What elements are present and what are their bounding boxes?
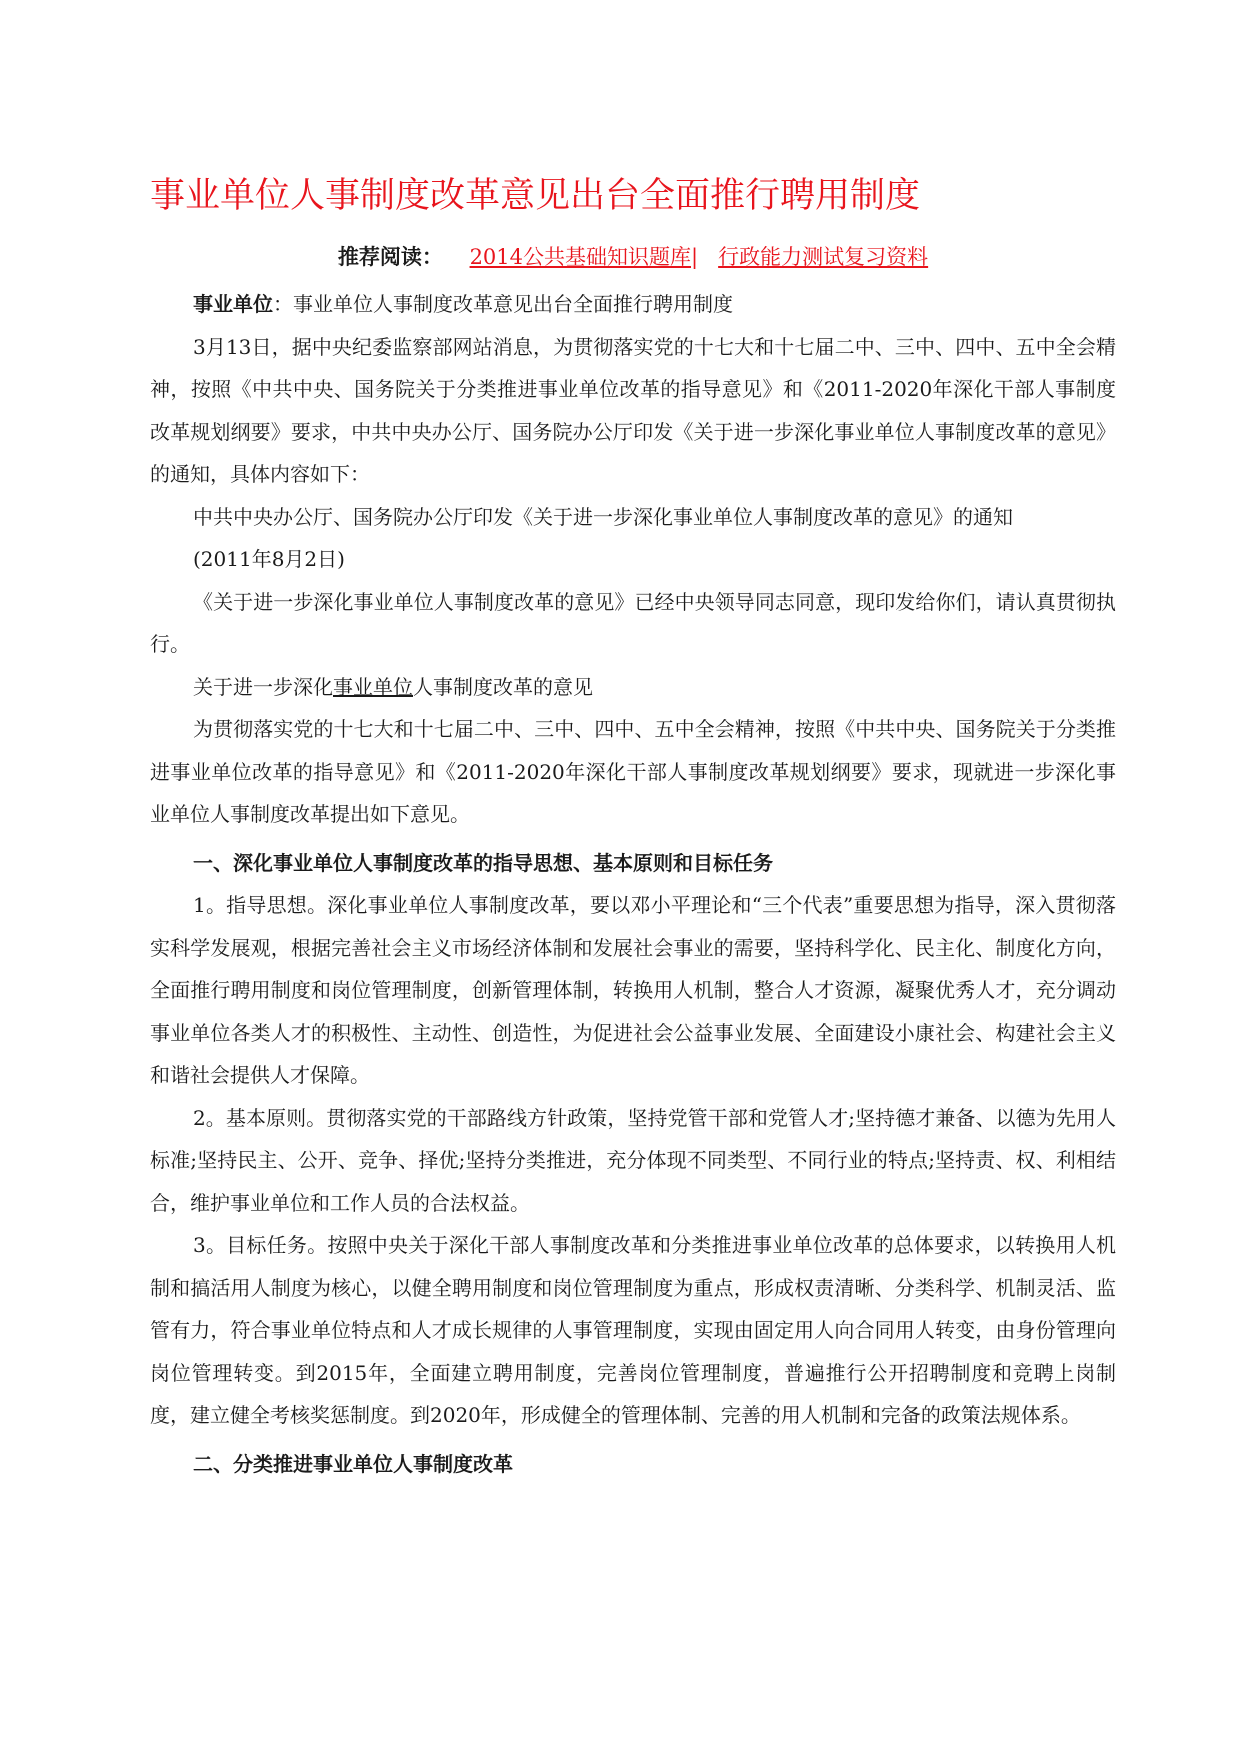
recommend-link-public-knowledge[interactable]: 2014公共基础知识题库 xyxy=(469,245,692,269)
recommend-label: 推荐阅读： xyxy=(337,244,443,269)
section-heading-1: 一、深化事业单位人事制度改革的指导思想、基本原则和目标任务 xyxy=(193,850,773,875)
paragraph-notice-title: 中共中央办公厅、国务院办公厅印发《关于进一步深化事业单位人事制度改革的意见》的通知 xyxy=(193,504,1013,529)
recommend-link-administrative-test[interactable]: 行政能力测试复习资料 xyxy=(718,245,929,269)
paragraph-notice-body: 《关于进一步深化事业单位人事制度改革的意见》已经中央领导同志同意，现印发给你们，请认真贯彻执行。 xyxy=(150,589,1116,656)
paragraph-opinion-preamble: 为贯彻落实党的十七大和十七届二中、三中、四中、五中全会精神，按照《中共中央、国务院关于分类推进事业单位改革的指导意见》和《2011-2020年深化干部人事制度改革规划纲要》要求，现就进一步深化事业单位人事制度改革提出如下意见。 xyxy=(150,717,1116,826)
paragraph-target-tasks: 3。目标任务。按照中央关于深化干部人事制度改革和分类推进事业单位改革的总体要求，以转换用人机制和搞活用人制度为核心，以健全聘用制度和岗位管理制度为重点，形成权责清晰、分类科学、机制灵活、监管有力，符合事业单位特点和人才成长规律的人事管理制度，实现由固定用人向合同用人转变，由身份管理向岗位管理转变。到2015年，全面建立聘用制度，完善岗位管理制度，普遍推行公开招聘制度和竞聘上岗制度，建立健全考核奖惩制度。到2020年，形成健全的管理体制、完善的用人机制和完备的政策法规体系。 xyxy=(150,1233,1116,1427)
recommended-reading xyxy=(150,242,1116,272)
recommend-separator: | xyxy=(691,245,699,269)
opinion-title-before: 关于进一步深化 xyxy=(193,674,333,699)
intro-paragraph xyxy=(150,283,1116,326)
opinion-title-after: 人事制度改革的意见 xyxy=(413,674,593,699)
paragraph-opinion-title xyxy=(150,666,1116,709)
document-title: 事业单位人事制度改革意见出台全面推行聘用制度 xyxy=(150,176,921,216)
paragraph-notice-date: (2011年8月2日) xyxy=(193,547,345,571)
paragraph-announcement: 3月13日，据中央纪委监察部网站消息，为贯彻落实党的十七大和十七届二中、三中、四中、五中全会精神，按照《中共中央、国务院关于分类推进事业单位改革的指导意见》和《2011-2020年深化干部人事制度改革规划纲要》要求，中共中央办公厅、国务院办公厅印发《关于进一步深化事业单位人事制度改革的意见》的通知，具体内容如下： xyxy=(150,334,1116,486)
document-body xyxy=(150,283,1116,1485)
paragraph-guiding-ideology: 1。指导思想。深化事业单位人事制度改革，要以邓小平理论和“三个代表”重要思想为指导，深入贯彻落实科学发展观，根据完善社会主义市场经济体制和发展社会事业的需要，坚持科学化、民主化、制度化方向，全面推行聘用制度和岗位管理制度，创新管理体制，转换用人机制，整合人才资源，凝聚优秀人才，充分调动事业单位各类人才的积极性、主动性、创造性，为促进社会公益事业发展、全面建设小康社会、构建社会主义和谐社会提供人才保障。 xyxy=(150,893,1116,1087)
paragraph-basic-principles: 2。基本原则。贯彻落实党的干部路线方针政策，坚持党管干部和党管人才;坚持德才兼备、以德为先用人标准;坚持民主、公开、竞争、择优;坚持分类推进，充分体现不同类型、不同行业的特点;坚持责、权、利相结合，维护事业单位和工作人员的合法权益。 xyxy=(150,1105,1116,1215)
intro-text: ：事业单位人事制度改革意见出台全面推行聘用制度 xyxy=(273,292,733,316)
intro-label: 事业单位 xyxy=(193,292,273,316)
section-heading-2: 二、分类推进事业单位人事制度改革 xyxy=(193,1451,513,1476)
opinion-title-underlined: 事业单位 xyxy=(333,674,413,699)
